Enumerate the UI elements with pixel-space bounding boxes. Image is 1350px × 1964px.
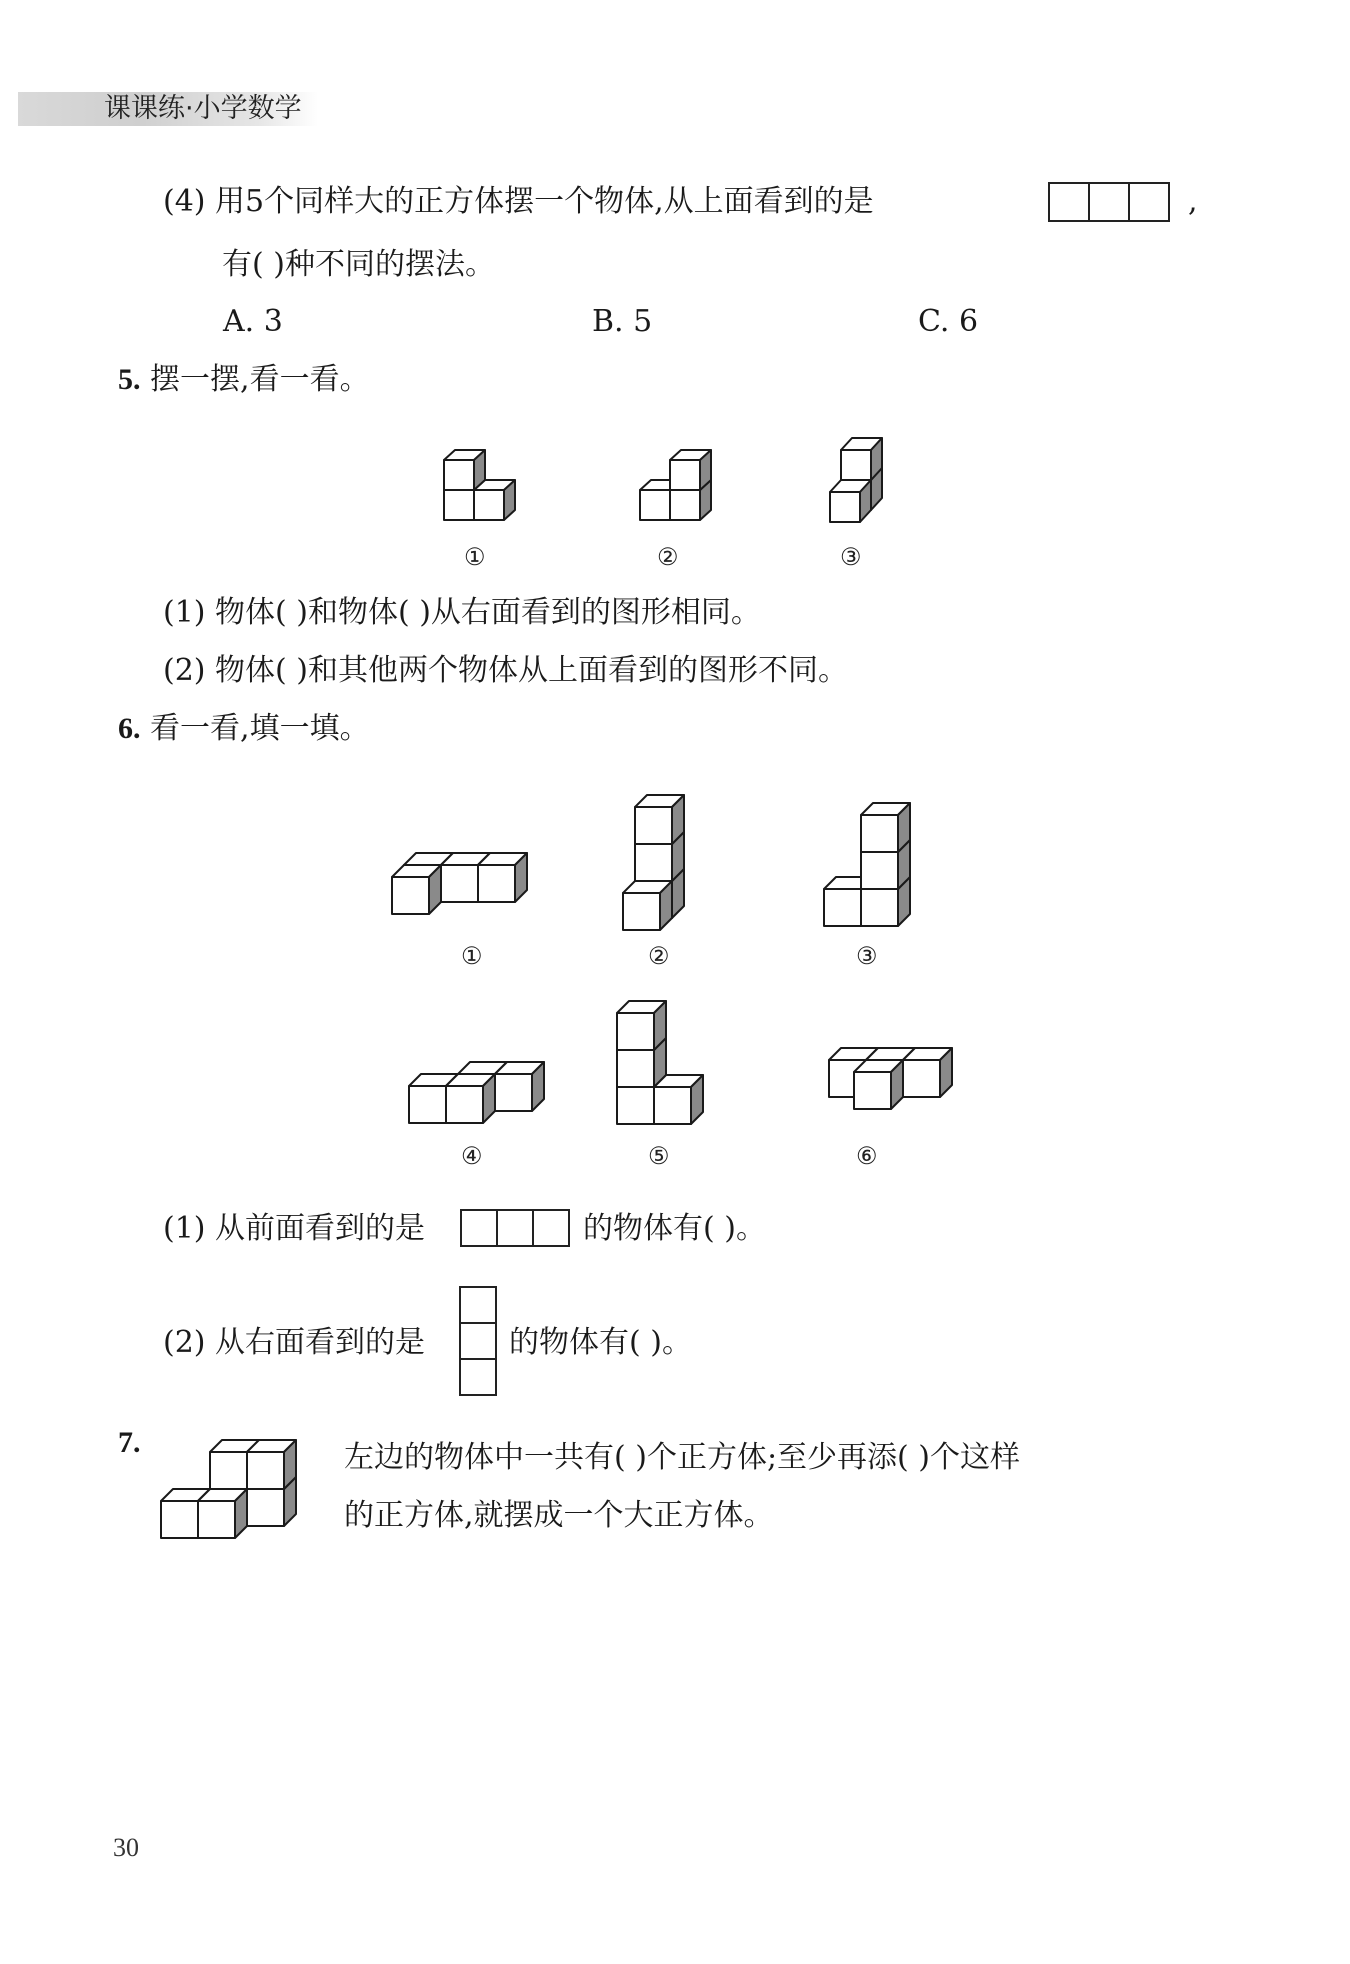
- q5-number: 5.: [118, 363, 141, 396]
- q6-sub2-after: 的物体有( )。: [509, 1325, 692, 1360]
- q6-caption-2: ②: [648, 942, 670, 970]
- q6-caption-5: ⑤: [648, 1142, 670, 1170]
- q6-caption-1: ①: [461, 942, 483, 970]
- front-view-three-squares: [460, 1209, 570, 1247]
- q6-number: 6.: [118, 712, 141, 745]
- q6-object-1: [392, 853, 527, 914]
- q4-part4-label: (4): [163, 184, 206, 219]
- q5-sub1: (1) 物体( )和物体( )从右面看到的图形相同。: [163, 595, 761, 630]
- q6-caption-4: ④: [461, 1142, 483, 1170]
- q6-caption-6: ⑥: [856, 1142, 878, 1170]
- q5-object-1: [444, 450, 515, 520]
- option-a: A. 3: [223, 304, 283, 339]
- q5-sub2: (2) 物体( )和其他两个物体从上面看到的图形不同。: [163, 653, 848, 688]
- q4-part4-comma: ,: [1188, 184, 1198, 219]
- q6-object-3: [824, 803, 910, 926]
- q6-caption-3: ③: [856, 942, 878, 970]
- option-c: C. 6: [918, 304, 979, 339]
- q5-caption-2: ②: [657, 543, 679, 571]
- q5-object-2: [640, 450, 711, 520]
- right-view-three-squares-vertical: [459, 1286, 497, 1396]
- q5-object-3: [830, 438, 882, 522]
- q7-object: [161, 1440, 296, 1538]
- q7-line2: 的正方体,就摆成一个大正方体。: [344, 1498, 774, 1533]
- q7-line1: 左边的物体中一共有( )个正方体;至少再添( )个这样: [344, 1440, 1020, 1475]
- q6-object-5: [617, 1001, 703, 1124]
- q6-title: 看一看,填一填。: [150, 711, 370, 746]
- q6-object-4: [409, 1062, 544, 1123]
- q5-title: 摆一摆,看一看。: [150, 362, 370, 397]
- q4-part4-line2: 有( )种不同的摆法。: [222, 247, 495, 282]
- q6-object-6: [829, 1048, 952, 1109]
- header-title: 课课练·小学数学: [104, 93, 302, 124]
- q6-heading: [118, 709, 370, 749]
- q5-caption-3: ③: [840, 543, 862, 571]
- q4-part4-text-before: 用5个同样大的正方体摆一个物体,从上面看到的是: [215, 184, 874, 219]
- q5-caption-1: ①: [464, 543, 486, 571]
- q6-sub2-before: (2) 从右面看到的是: [163, 1325, 426, 1360]
- page-number: 30: [113, 1833, 139, 1862]
- q6-sub1-after: 的物体有( )。: [583, 1211, 766, 1246]
- q6-object-2: [623, 795, 684, 930]
- q6-sub1-before: (1) 从前面看到的是: [163, 1211, 426, 1246]
- option-b: B. 5: [592, 304, 653, 339]
- q7-number: 7.: [118, 1426, 141, 1459]
